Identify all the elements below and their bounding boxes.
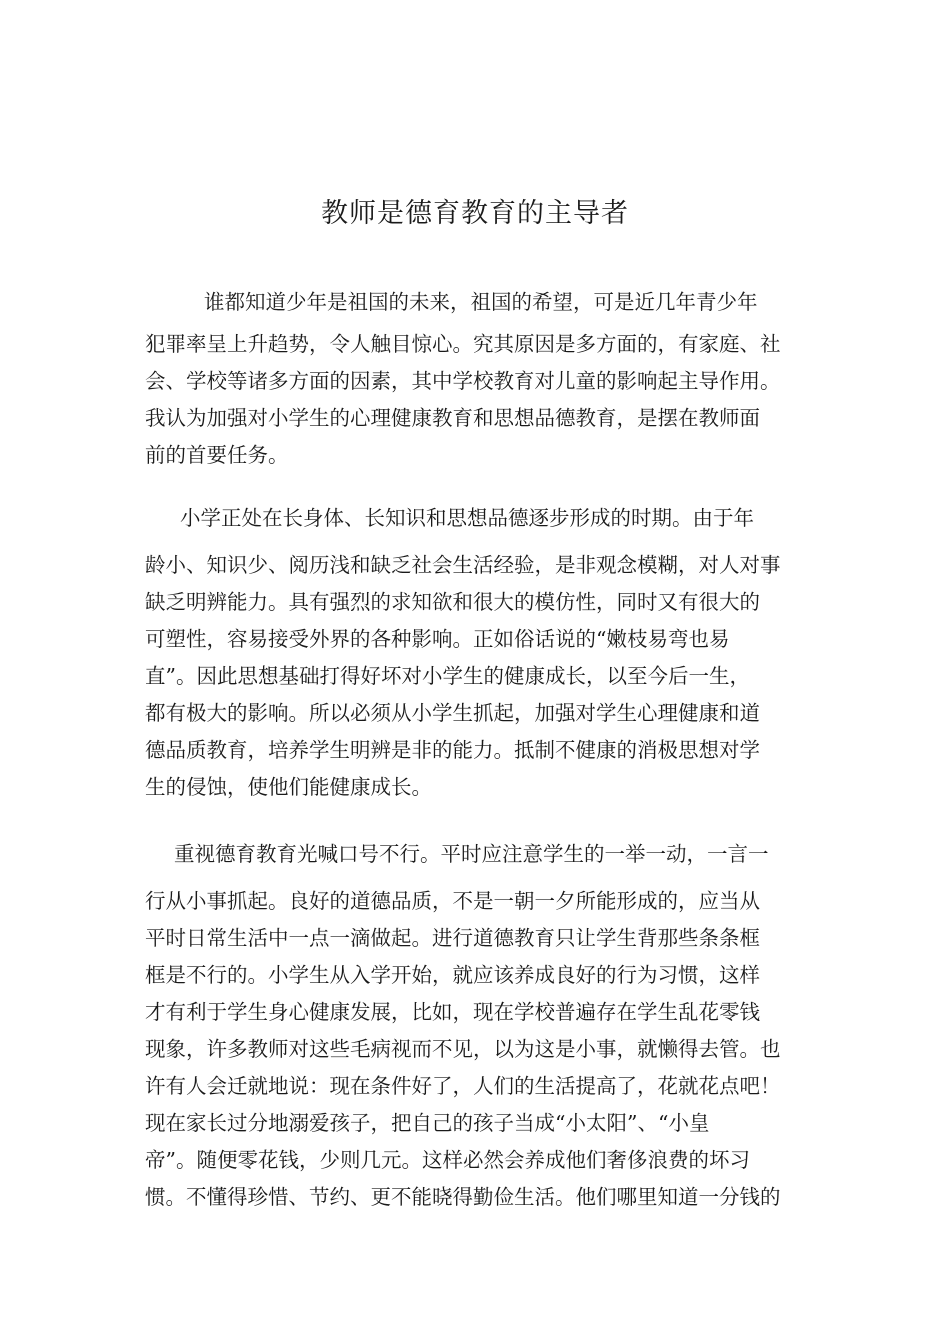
paragraph-3-line-5: 才有利于学生身心健康发展，比如，现在学校普遍存在学生乱花零钱 — [145, 1000, 760, 1024]
paragraph-2-line-8: 生的侵蚀，使他们能健康成长。 — [145, 775, 432, 799]
paragraph-3-line-4: 框是不行的。小学生从入学开始，就应该养成良好的行为习惯，这样 — [145, 963, 760, 987]
paragraph-2-line-7: 德品质教育，培养学生明辨是非的能力。抵制不健康的消极思想对学 — [145, 738, 760, 762]
paragraph-2-line-1: 小学正处在长身体、长知识和思想品德逐步形成的时期。由于年 — [180, 506, 754, 530]
paragraph-1-line-1: 谁都知道少年是祖国的未来，祖国的希望，可是近几年青少年 — [204, 290, 758, 314]
paragraph-2-line-3: 缺乏明辨能力。具有强烈的求知欲和很大的模仿性，同时又有很大的 — [145, 590, 760, 614]
paragraph-3-line-10: 惯。不懂得珍惜、节约、更不能晓得勤俭生活。他们哪里知道一分钱的 — [145, 1185, 781, 1209]
paragraph-2-line-6: 都有极大的影响。所以必须从小学生抓起，加强对学生心理健康和道 — [145, 701, 760, 725]
paragraph-3-line-7: 许有人会迁就地说：现在条件好了，人们的生活提高了，花就花点吧！ — [145, 1074, 781, 1098]
paragraph-2-line-4: 可塑性，容易接受外界的各种影响。正如俗话说的“嫩枝易弯也易 — [145, 627, 730, 651]
document-title: 教师是德育教育的主导者 — [321, 198, 629, 229]
paragraph-3-line-2: 行从小事抓起。良好的道德品质，不是一朝一夕所能形成的，应当从 — [145, 889, 760, 913]
paragraph-3-line-3: 平时日常生活中一点一滴做起。进行道德教育只让学生背那些条条框 — [145, 926, 760, 950]
paragraph-2-line-2: 龄小、知识少、阅历浅和缺乏社会生活经验，是非观念模糊，对人对事 — [145, 553, 781, 577]
paragraph-1-line-4: 我认为加强对小学生的心理健康教育和思想品德教育，是摆在教师面 — [145, 406, 760, 430]
paragraph-3-line-6: 现象，许多教师对这些毛病视而不见，以为这是小事，就懒得去管。也 — [145, 1037, 781, 1061]
paragraph-2-line-5: 直”。因此思想基础打得好坏对小学生的健康成长，以至今后一生， — [145, 664, 750, 688]
paragraph-3-line-8: 现在家长过分地溺爱孩子，把自己的孩子当成“小太阳”、“小皇 — [145, 1111, 710, 1135]
paragraph-3-line-9: 帝”。随便零花钱，少则几元。这样必然会养成他们奢侈浪费的坏习 — [145, 1148, 750, 1172]
paragraph-1-line-2: 犯罪率呈上升趋势，令人触目惊心。究其原因是多方面的，有家庭、社 — [145, 332, 781, 356]
paragraph-1-line-5: 前的首要任务。 — [145, 443, 289, 467]
paragraph-1-line-3: 会、学校等诸多方面的因素，其中学校教育对儿童的影响起主导作用。 — [145, 369, 781, 393]
paragraph-3-line-1: 重视德育教育光喊口号不行。平时应注意学生的一举一动，一言一 — [174, 842, 769, 866]
